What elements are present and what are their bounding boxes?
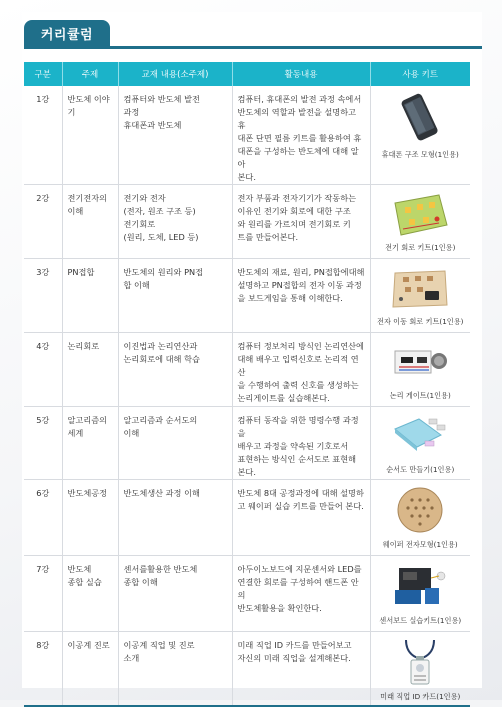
session-cell: 4강 (24, 333, 62, 407)
content-cell: 반도체생산 과정 이해 (118, 480, 232, 556)
topic-cell: 논리회로 (62, 333, 118, 407)
logic-gate-board-icon (389, 337, 451, 387)
smartphone-icon (392, 90, 448, 146)
activity-cell: 전자 부품과 전자기기가 작동하는 이유인 전기와 회로에 대한 구조 와 원리를 가르치며 전기회로 키 트를 만들어본다. (232, 185, 370, 259)
kit-cell (370, 333, 470, 407)
kit-label: 논리 게이트(1인용) (389, 391, 451, 400)
kit-cell (370, 185, 470, 259)
kit-cell (370, 480, 470, 556)
kit-cell (370, 86, 470, 185)
activity-cell: 컴퓨터 동작을 위한 명령수행 과정을 배우고 과정을 약속된 기호로서 표현하는 방식인 순서도로 표현해 본다. (232, 407, 370, 480)
session-cell: 7강 (24, 556, 62, 632)
table-row (24, 333, 470, 407)
arduino-sensor-icon (389, 560, 451, 612)
topic-cell: 반도체공정 (62, 480, 118, 556)
content-cell: 센서를활용한 반도체 종합 이해 (118, 556, 232, 632)
content-cell: 전기와 전자 (전자, 원조 구조 등) 전기회로 (원리, 도체, LED 등) (118, 185, 232, 259)
table-row (24, 259, 470, 333)
session-cell: 1강 (24, 86, 62, 185)
kit-label: 전기 회로 키트(1인용) (385, 243, 456, 252)
table-row (24, 86, 470, 185)
wafer-icon (392, 484, 448, 536)
session-cell: 6강 (24, 480, 62, 556)
table-row (24, 480, 470, 556)
topic-cell: 반도체 이야기 (62, 86, 118, 185)
topic-cell: 전기전자의 이해 (62, 185, 118, 259)
topic-cell: 이공계 진로 (62, 632, 118, 706)
curriculum-table (24, 62, 470, 707)
section-tag: 커리큘럼 (24, 20, 110, 46)
kit-label: 센서보드 실습키트(1인용) (379, 616, 462, 625)
content-cell: 반도체의 원리와 PN접 합 이해 (118, 259, 232, 333)
kit-cell (370, 632, 470, 706)
activity-cell: 컴퓨터, 휴대폰의 발전 과정 속에서 반도체의 역할과 발전을 설명하고 휴 대폰 단면 필름 키트를 활용하여 휴 대폰을 구성하는 반도체에 대해 알아 본다. (232, 86, 370, 185)
content-cell: 이공계 직업 및 진로 소개 (118, 632, 232, 706)
id-card-icon (392, 636, 448, 688)
topic-cell: 반도체 종합 실습 (62, 556, 118, 632)
activity-cell: 반도체의 재료, 원리, PN접합에대해 설명하고 PN접합의 전자 이동 과정 을 보드게임을 통해 이해한다. (232, 259, 370, 333)
header-kit: 사용 키트 (370, 62, 470, 86)
activity-cell: 반도체 8대 공정과정에 대해 설명하 고 웨이퍼 실습 키트를 만들어 본다. (232, 480, 370, 556)
content-cell: 컴퓨터와 반도체 발전 과정 휴대폰과 반도체 (118, 86, 232, 185)
flowchart-kit-icon (389, 411, 451, 461)
table-row (24, 407, 470, 480)
table-row (24, 632, 470, 706)
session-cell: 2강 (24, 185, 62, 259)
kit-cell (370, 259, 470, 333)
header-topic: 주제 (62, 62, 118, 86)
header-activity: 활동내용 (232, 62, 370, 86)
topic-cell: 알고리즘의 세계 (62, 407, 118, 480)
kit-cell (370, 407, 470, 480)
session-cell: 3강 (24, 259, 62, 333)
section-divider (24, 46, 482, 49)
content-cell: 알고리즘과 순서도의 이해 (118, 407, 232, 480)
activity-cell: 컴퓨터 정보처리 방식인 논리연산에 대해 배우고 입력신호로 논리적 연산 을 수행하여 출력 신호를 생성하는 논리게이트를 실습해본다. (232, 333, 370, 407)
content-cell: 이진법과 논리연산과 논리회로에 대해 학습 (118, 333, 232, 407)
table-row (24, 185, 470, 259)
header-session: 구분 (24, 62, 62, 86)
table-row (24, 556, 470, 632)
header-content: 교재 내용(소주제) (118, 62, 232, 86)
session-cell: 5강 (24, 407, 62, 480)
activity-cell: 미래 직업 ID 카드를 만들어보고 자신의 미래 직업을 설계해본다. (232, 632, 370, 706)
activity-cell: 아두이노보드에 지문센서와 LED를 연결한 회로를 구성하여 핸드폰 안의 반도체활용을 확인한다. (232, 556, 370, 632)
kit-label: 휴대폰 구조 모형(1인용) (381, 150, 459, 159)
kit-label: 웨이퍼 전자모형(1인용) (382, 540, 458, 549)
board-game-icon (389, 263, 451, 313)
circuit-board-icon (389, 189, 451, 239)
session-cell: 8강 (24, 632, 62, 706)
topic-cell: PN접합 (62, 259, 118, 333)
kit-cell (370, 556, 470, 632)
kit-label: 순서도 만들기(1인용) (386, 465, 455, 474)
kit-label: 전자 이동 회로 키트(1인용) (377, 317, 464, 326)
table-header-row (24, 62, 470, 86)
kit-label: 미래 직업 ID 카드(1인용) (380, 692, 461, 701)
